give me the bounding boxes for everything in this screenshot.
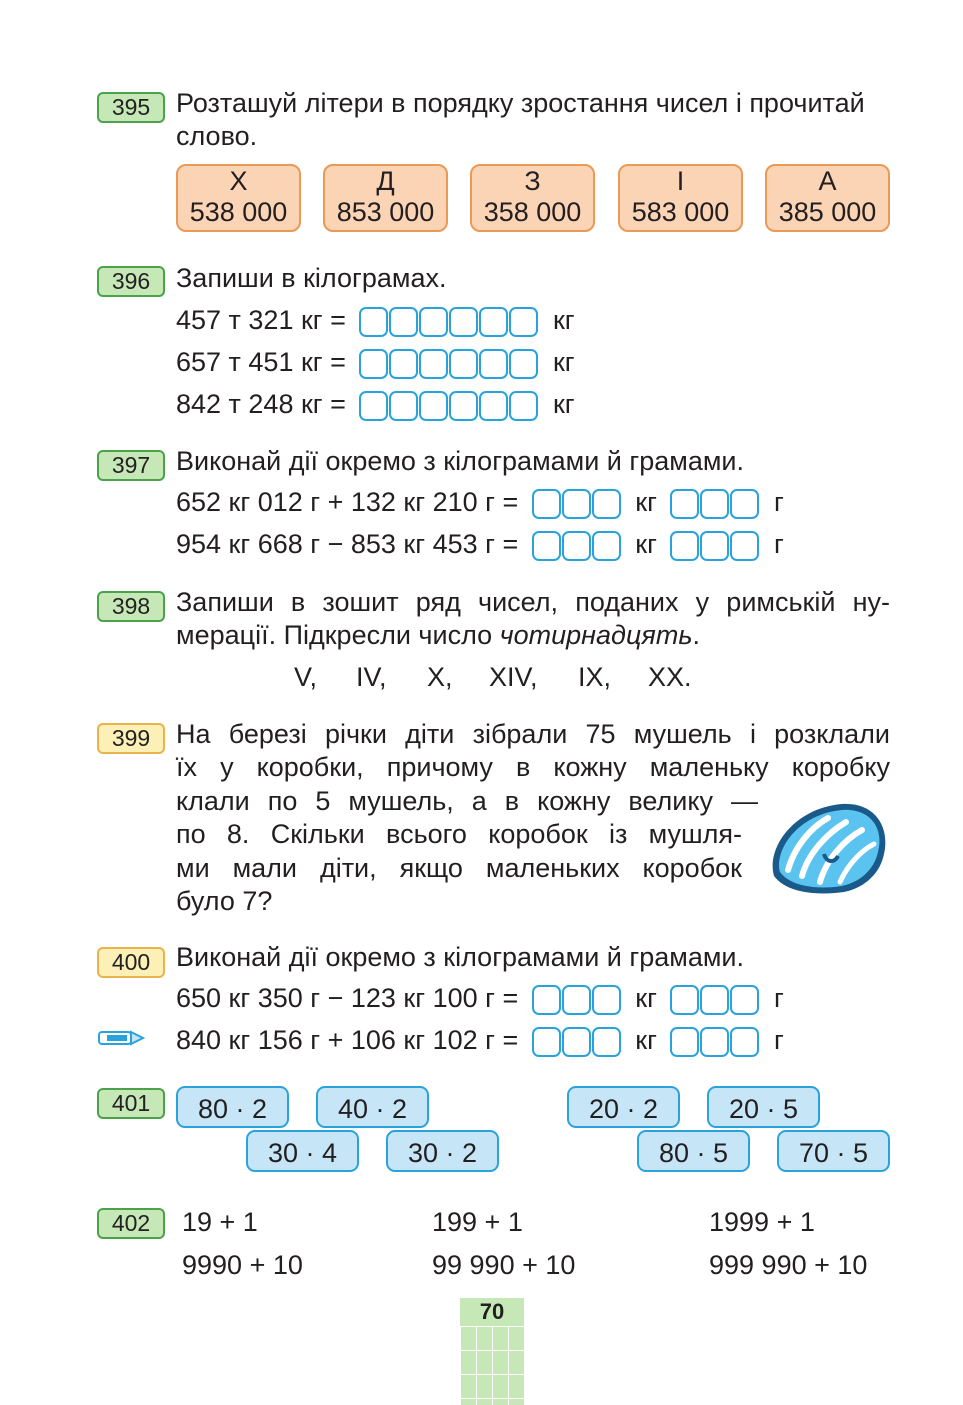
emphasized-word: чотирнадцять	[499, 620, 693, 650]
answer-boxes[interactable]	[359, 391, 539, 421]
equation-expression: 954 кг 668 г − 853 кг 453 г =	[176, 529, 519, 559]
unit-label: кг	[635, 983, 657, 1013]
expression-pill: 70 · 5	[777, 1130, 890, 1172]
equation-expression: 650 кг 350 г − 123 кг 100 г =	[176, 983, 519, 1013]
word-problem-line: по 8. Скільки всього коробок із мушля-	[176, 819, 742, 849]
equation-expression: 657 т 451 кг =	[176, 347, 346, 377]
expression: 1999 + 1	[709, 1207, 815, 1237]
exercise-number-401: 401	[97, 1088, 165, 1119]
expression: 9990 + 10	[182, 1250, 303, 1280]
exercise-number-399: 399	[97, 723, 165, 754]
word-problem-line: клали по 5 мушель, а в кожну велику —	[176, 786, 758, 816]
card-letter: З	[524, 166, 541, 196]
unit-label: г	[774, 983, 784, 1013]
exercise-398-text-line-2	[176, 618, 700, 652]
exercise-number-400: 400	[97, 947, 165, 978]
equation-expression: 840 кг 156 г + 106 кг 102 г =	[176, 1025, 519, 1055]
equation-row	[176, 981, 784, 1015]
equation-row	[176, 485, 784, 519]
expression: 999 990 + 10	[709, 1250, 868, 1280]
roman-numeral: IV,	[356, 662, 387, 692]
roman-numeral: X,	[427, 662, 453, 692]
answer-boxes[interactable]	[359, 307, 539, 337]
answer-boxes-kg[interactable]	[532, 985, 622, 1015]
equation-row	[176, 345, 575, 379]
roman-numeral: XIV,	[489, 662, 538, 692]
unit-label: кг	[552, 389, 575, 419]
exercise-400-title: Виконай дії окремо з кілограмами й грамами.	[176, 942, 744, 972]
expression-pill: 80 · 5	[637, 1130, 750, 1172]
card-letter: Х	[229, 166, 248, 196]
answer-boxes[interactable]	[359, 349, 539, 379]
equation-expression: 652 кг 012 г + 132 кг 210 г =	[176, 487, 519, 517]
word-problem-line: їх у коробки, причому в кожну маленьку коробку	[176, 752, 890, 782]
exercise-395-text-line-2: слово.	[176, 121, 258, 151]
exercise-395-text-line-1: Розташуй літери в порядку зростання чисел і прочитай	[176, 88, 865, 118]
exercise-number-402: 402	[97, 1208, 165, 1239]
expression-pill: 30 · 4	[246, 1130, 359, 1172]
unit-label: кг	[635, 529, 657, 559]
expression-pill: 20 · 5	[707, 1086, 820, 1128]
text-part: .	[692, 620, 701, 650]
card-value: 583 000	[631, 197, 730, 227]
letter-card	[618, 164, 743, 232]
exercise-number-397: 397	[97, 450, 165, 481]
card-value: 385 000	[778, 197, 877, 227]
card-value: 538 000	[189, 197, 288, 227]
card-value: 853 000	[336, 197, 435, 227]
unit-label: кг	[635, 487, 657, 517]
unit-label: кг	[552, 347, 575, 377]
exercise-number-395: 395	[97, 92, 165, 123]
card-value: 358 000	[483, 197, 582, 227]
unit-label: г	[774, 529, 784, 559]
letter-card	[470, 164, 595, 232]
unit-label: кг	[552, 305, 575, 335]
expression: 99 990 + 10	[432, 1250, 576, 1280]
equation-row	[176, 387, 575, 421]
exercise-396-title: Запиши в кілограмах.	[176, 263, 447, 293]
answer-boxes-g[interactable]	[670, 489, 760, 519]
expression-pill: 80 · 2	[176, 1086, 289, 1128]
answer-boxes-g[interactable]	[670, 985, 760, 1015]
exercise-number-398: 398	[97, 591, 165, 622]
roman-numerals-row	[0, 660, 963, 694]
exercise-number-396: 396	[97, 266, 165, 297]
letter-card	[323, 164, 448, 232]
unit-label: г	[774, 487, 784, 517]
text-part: мерації. Підкресли число	[176, 620, 500, 650]
expression: 19 + 1	[182, 1207, 258, 1237]
equation-expression: 842 т 248 кг =	[176, 389, 346, 419]
equation-row	[176, 527, 784, 561]
answer-boxes-kg[interactable]	[532, 1027, 622, 1057]
pencil-icon	[97, 1027, 145, 1049]
letter-card	[765, 164, 890, 232]
seashell-icon	[764, 798, 892, 898]
equation-row	[176, 303, 575, 337]
roman-numeral: V,	[294, 662, 318, 692]
answer-boxes-kg[interactable]	[532, 489, 622, 519]
exercise-398-text-line-1: Запиши в зошит ряд чисел, поданих у римській ну-	[176, 587, 890, 617]
expression-pill: 40 · 2	[316, 1086, 429, 1128]
roman-numeral: XX.	[648, 662, 692, 692]
card-letter: І	[676, 166, 685, 196]
word-problem-line: На березі річки діти зібрали 75 мушель і розклали	[176, 719, 890, 749]
answer-boxes-g[interactable]	[670, 1027, 760, 1057]
answer-boxes-kg[interactable]	[532, 531, 622, 561]
unit-label: г	[774, 1025, 784, 1055]
expression-pill: 20 · 2	[567, 1086, 680, 1128]
card-letter: А	[818, 166, 837, 196]
answer-boxes-g[interactable]	[670, 531, 760, 561]
unit-label: кг	[635, 1025, 657, 1055]
word-problem-line: було 7?	[176, 886, 273, 916]
card-letter: Д	[376, 166, 395, 196]
page-number: 70	[460, 1298, 524, 1326]
expression-pill: 30 · 2	[386, 1130, 499, 1172]
equation-row	[176, 1023, 784, 1057]
expression: 199 + 1	[432, 1207, 523, 1237]
roman-numeral: IX,	[578, 662, 612, 692]
exercise-397-title: Виконай дії окремо з кілограмами й грамами.	[176, 446, 744, 476]
equation-expression: 457 т 321 кг =	[176, 305, 346, 335]
word-problem-line: ми мали діти, якщо маленьких коробок	[176, 853, 742, 883]
letter-card	[176, 164, 301, 232]
